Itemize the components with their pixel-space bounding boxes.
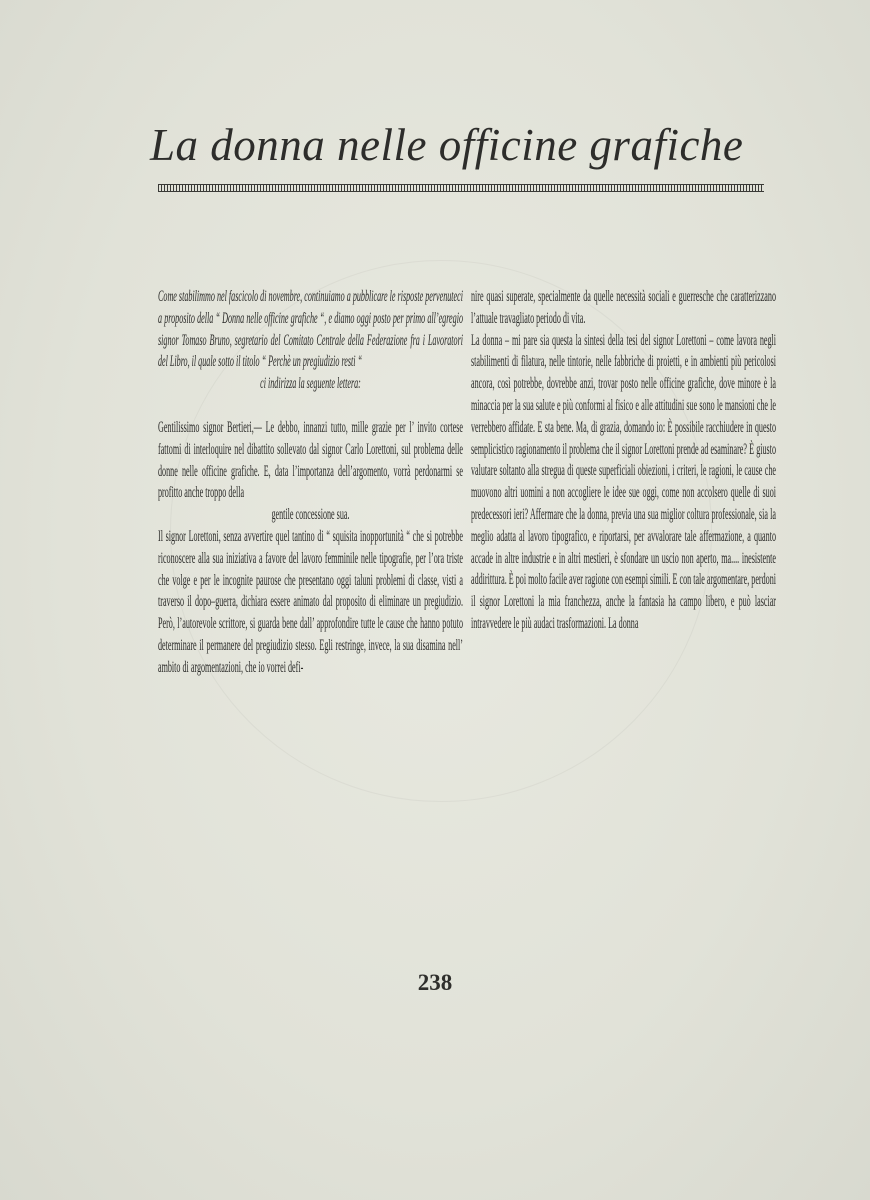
page-number: 238 xyxy=(417,970,453,995)
article-title: La donna nelle officine grafiche xyxy=(150,120,744,170)
left-column xyxy=(158,286,463,679)
paragraph-gap xyxy=(158,395,463,417)
letter-paragraph-3: La donna – mi pare sia questa la sintesi della tesi del signor Lorettoni – come lavora negli stabilimenti di filatura, nelle tintorie, nelle fabbriche di proietti, e in ambienti più pericolosi ancora, così potrebbe, dovrebbe anzi, trovar posto nelle officine grafiche, dove minore è la minaccia per la sua salute e più conformi al fisico e alle attitudini sue sono le mansioni che le verrebbero affidate. E sta bene. Ma, di grazia, domando io: È possibile racchiudere in questo semplicistico ragionamento il problema che il signor Lorettoni prende ad esaminare? È giusto valutare soltanto alla stregua di queste superficiali obiezioni, i criteri, le ragioni, le cause che muovono altri uomini a non accogliere le idee sue oggi, come non accolsero quelle di suoi predecessori ieri? Affermare che la donna, previa una sua miglior coltura professionale, sia la meglio adatta al lavoro tipografico, e riportarsi, per avvalorare tale affermazione, a quanto accade in altre industrie e in altri mestieri, è sfondare un uscio non aperto, ma.... inesistente addirittura. È poi molto facile aver ragione con esempi simili. E con tale argomentare, perdoni il signor Lorettoni la mia franchezza, anche la fantasia ha campo libero, e può lasciar intravvedere le più audaci trasformazioni. La donna xyxy=(471,330,776,632)
right-column xyxy=(471,286,776,635)
letter-paragraph-2: Il signor Lorettoni, senza avvertire quel tantino di “ squisita inopportunità “ che si potrebbe riconoscere alla sua iniziativa a favore del lavoro femminile nelle tipografie, per l’ora triste che volge e per le incognite paurose che presentano oggi taluni problemi di classe, visti a traverso il dopo–guerra, dichiara essere animato dal proposito di eliminare un pregiudizio. Però, l’autorevole scrittore, si guarda bene dall’ approfondire tutte le cause che hanno potuto determinare il permanere del pregiudizio stesso. Egli restringe, invece, la sua disamina nell’ ambito di argomentazioni, che io vorrei defi- xyxy=(158,526,463,676)
title-rule-divider xyxy=(158,184,764,192)
intro-paragraph: Come stabilimmo nel fascicolo di novembre, continuiamo a pubblicare le risposte pervenuteci a proposito della “ Donna nelle officine grafiche “, e diamo oggi posto per primo all’egregio signor Tomaso Bruno, segretario del Comitato Centrale della Federazione fra i Lavoratori del Libro, il quale sotto il titolo “ Perchè un pregiudizio resti “ xyxy=(158,287,463,371)
letter-paragraph-1-last-line: gentile concessione sua. xyxy=(271,505,350,524)
continuation-paragraph: nire quasi superate, specialmente da quelle necessità sociali e guerresche che caratterizzano l’attuale travagliato periodo di vita. xyxy=(471,287,776,327)
intro-last-line: ci indirizza la seguente lettera: xyxy=(260,374,361,393)
letter-paragraph-1: Gentilissimo signor Bertieri,— Le debbo, innanzi tutto, mille grazie per l’ invito cortese fattomi di interloquire nel dibattito sollevato dal signor Carlo Lorettoni, sul problema delle donne nelle officine grafiche. E, data l’importanza dell’argomento, vorrà perdonarmi se profitto anche troppo della xyxy=(158,417,463,502)
